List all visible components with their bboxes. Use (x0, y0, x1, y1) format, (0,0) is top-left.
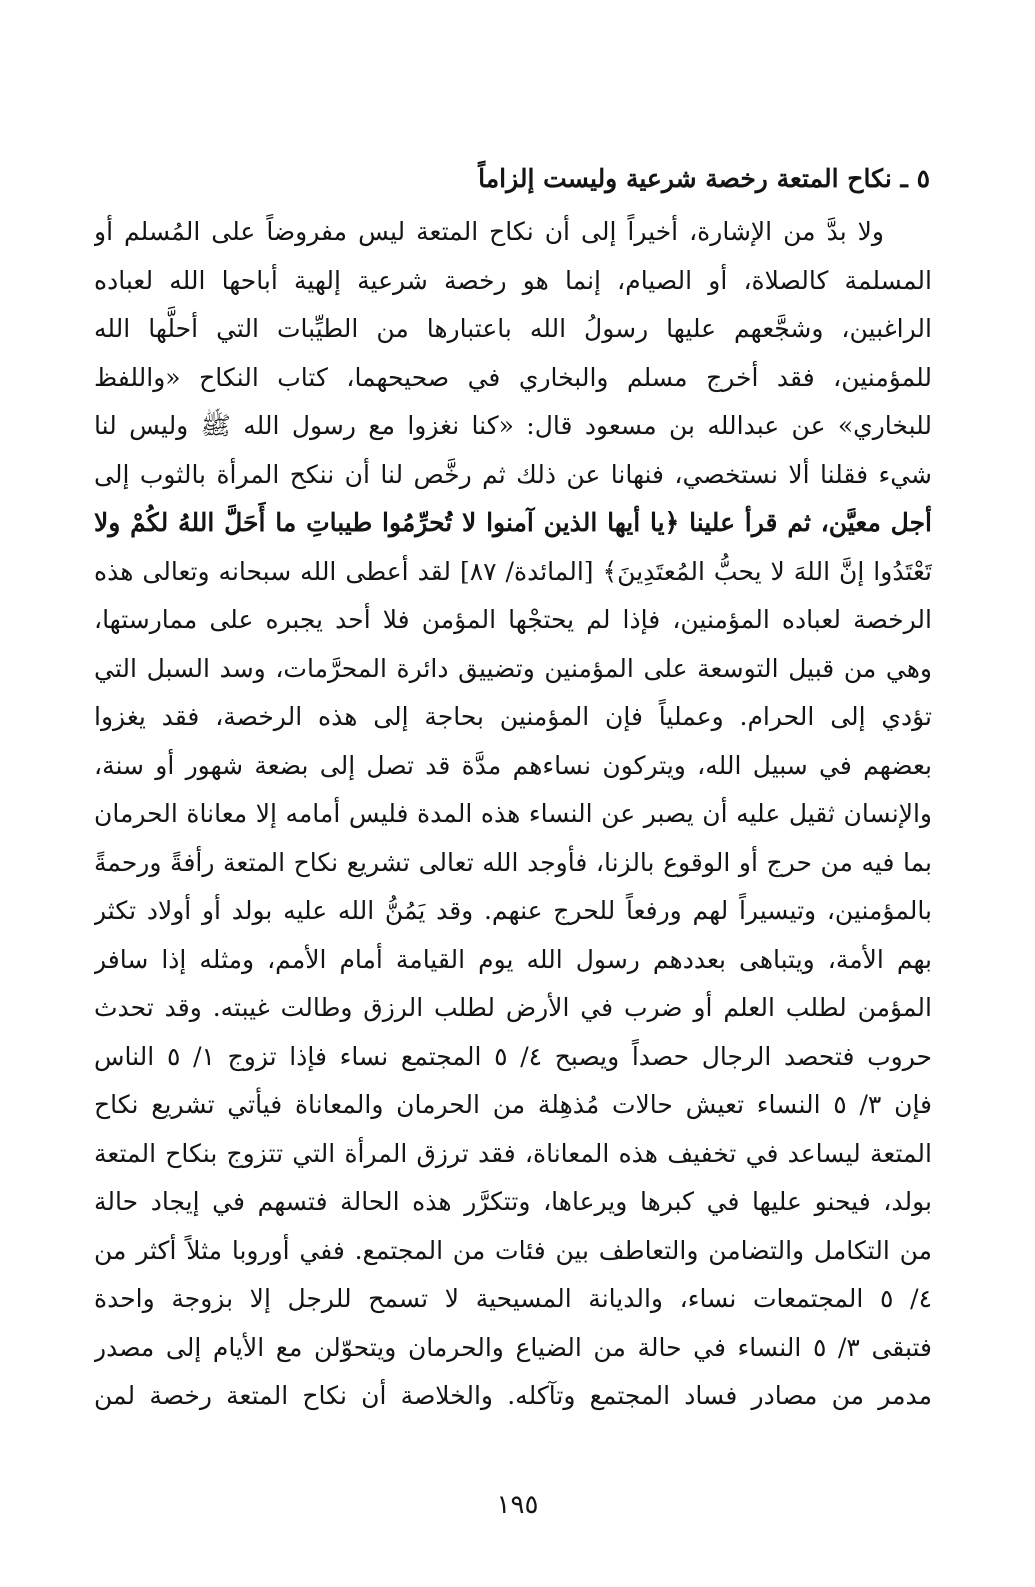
text-line: فإن ٣/ ٥ النساء تعيش حالات مُذهِلة من الحرمان والمعاناة فيأتي تشريع نكاح (94, 1090, 932, 1119)
text-line: من التكامل والتضامن والتعاطف بين فئات من المجتمع. ففي أوروبا مثلاً أكثر من (94, 1235, 932, 1265)
text-line: مدمر من مصادر فساد المجتمع وتآكله. والخلاصة أن نكاح المتعة رخصة لمن (94, 1381, 932, 1410)
page-number: ١٩٥ (496, 1490, 539, 1520)
text-line: للبخاري» عن عبدالله بن مسعود قال: «كنا نغزوا مع رسول الله ﷺ وليس لنا (94, 411, 932, 440)
text-line: تؤدي إلى الحرام. وعملياً فإن المؤمنين بحاجة إلى هذه الرخصة، فقد يغزوا (94, 702, 932, 731)
text-line: فتبقى ٣/ ٥ النساء في حالة من الضياع والحرمان ويتحوّلن مع الأيام إلى مصدر (94, 1332, 932, 1362)
body-paragraph (94, 208, 932, 1421)
text-line: حروب فتحصد الرجال حصداً ويصبح ٤/ ٥ المجتمع نساء فإذا تزوج ١/ ٥ الناس (94, 1041, 932, 1071)
text-line: الرخصة لعباده المؤمنين، فإذا لم يحتجْها المؤمن فلا أحد يجبره على ممارستها، (94, 605, 932, 634)
text-line: بولد، فيحنو عليها في كبرها ويرعاها، وتتكرَّر هذه الحالة فتسهم في إيجاد حالة (94, 1187, 932, 1216)
section-heading: ٥ ـ نكاح المتعة رخصة شرعية وليست إلزاماً (478, 164, 930, 193)
text-line: المؤمن لطلب العلم أو ضرب في الأرض لطلب الرزق وطالت غيبته. وقد تحدث (94, 993, 932, 1022)
text-line: المسلمة كالصلاة، أو الصيام، إنما هو رخصة شرعية إلهية أباحها الله لعباده (94, 265, 932, 295)
text-line: ٤/ ٥ المجتمعات نساء، والديانة المسيحية لا تسمح للرجل إلا بزوجة واحدة (94, 1284, 932, 1313)
main-text-block (94, 150, 932, 1421)
text-line: بهم الأمة، ويتباهى بعددهم رسول الله يوم القيامة أمام الأمم، ومثله إذا سافر (94, 944, 932, 974)
text-line: وهي من قبيل التوسعة على المؤمنين وتضييق دائرة المحرَّمات، وسد السبل التي (94, 653, 932, 683)
text-line: الراغبين، وشجَّعهم عليها رسولُ الله باعتبارها من الطيِّبات التي أحلَّها الله (94, 314, 932, 343)
text-line: بما فيه من حرج أو الوقوع بالزنا، فأوجد الله تعالى تشريع نكاح المتعة رأفةً ورحمةً (94, 847, 932, 877)
text-line: شيء فقلنا ألا نستخصي، فنهانا عن ذلك ثم رخَّص لنا أن ننكح المرأة بالثوب إلى (94, 459, 932, 489)
text-line: المتعة ليساعد في تخفيف هذه المعاناة، فقد ترزق المرأة التي تتزوج بنكاح المتعة (94, 1138, 932, 1168)
text-line: ولا بدَّ من الإشارة، أخيراً إلى أن نكاح المتعة ليس مفروضاً على المُسلم أو (94, 217, 884, 246)
text-line: بعضهم في سبيل الله، ويتركون نساءهم مدَّة قد تصل إلى بضعة شهور أو سنة، (94, 750, 932, 780)
text-line-quran: أجل معيَّن، ثم قرأ علينا ﴿يا أيها الذين آمنوا لا تُحرِّمُوا طيباتِ ما أَحَلَّ اللهُ لكُمْ ولا (94, 508, 932, 537)
text-line: والإنسان ثقيل عليه أن يصبر عن النساء هذه المدة فليس أمامه إلا معاناة الحرمان (94, 799, 932, 828)
text-line: للمؤمنين، فقد أخرج مسلم والبخاري في صحيحهما، كتاب النكاح «واللفظ (94, 362, 932, 392)
text-line: بالمؤمنين، وتيسيراً لهم ورفعاً للحرج عنهم. وقد يَمُنُّ الله عليه بولد أو أولاد تكثر (94, 896, 932, 925)
text-line-quran: تَعْتَدُوا إنَّ اللهَ لا يحبُّ المُعتَدِينَ﴾ [المائدة/ ٨٧] لقد أعطى الله سبحانه وتعالى هذه (94, 556, 932, 586)
